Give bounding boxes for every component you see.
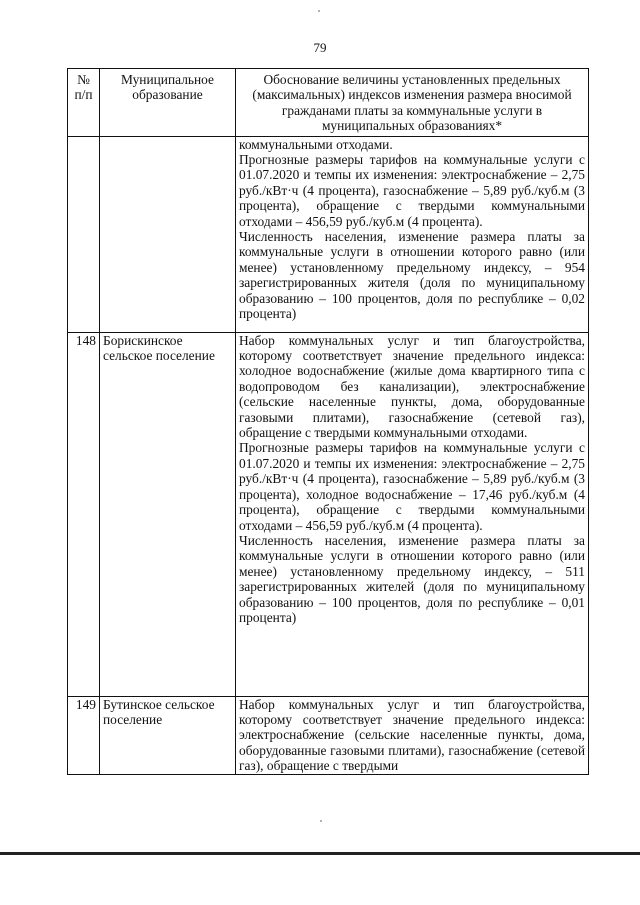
paragraph: коммунальными отходами. xyxy=(239,136,393,152)
row-num xyxy=(68,136,100,332)
paragraph: Прогнозные размеры тарифов на коммунальные услуги с 01.07.2020 и темпы их изменения: электроснабжение – 2,75 руб./кВт·ч (4 процента), газоснабжение – 5,89 руб./куб.м (3 процента), обращение с твердыми коммунальными отходами – 456,59 руб./куб.м (4 процента). xyxy=(239,152,585,229)
header-municipality: Муниципальное образование xyxy=(100,69,236,137)
row-municipality: Борискинское сельское поселение xyxy=(100,332,236,696)
table-header-row xyxy=(68,69,589,137)
paragraph: Численность населения, изменение размера платы за коммунальные услуги в отношении которого равно (или менее) установленному предельному индексу, – 511 зарегистрированных жителей (доля по муниципальному образованию – 100 процентов, доля по республике – 0,01 процента) xyxy=(239,532,585,625)
header-num: № п/п xyxy=(68,69,100,137)
justification-table xyxy=(67,68,589,775)
row-num: 149 xyxy=(68,696,100,774)
paragraph: Численность населения, изменение размера платы за коммунальные услуги в отношении которого равно (или менее) установленному предельному индексу, – 954 зарегистрированных жителя (доля по муниципальному образованию – 100 процентов, доля по республике – 0,02 процента) xyxy=(239,229,585,322)
header-justification: Обоснование величины установленных предельных (максимальных) индексов изменения размера вносимой гражданами платы за коммунальные услуги в муниципальных образованиях* xyxy=(236,69,589,137)
row-num: 148 xyxy=(68,332,100,696)
table-row xyxy=(68,332,589,696)
scan-speck xyxy=(320,820,322,822)
page-number: 79 xyxy=(313,40,327,55)
table-row xyxy=(68,696,589,774)
table-row xyxy=(68,136,589,332)
scan-speck xyxy=(318,10,320,12)
paragraph: Прогнозные размеры тарифов на коммунальные услуги с 01.07.2020 и темпы их изменения: электроснабжение – 2,75 руб./кВт·ч (4 процента), газоснабжение – 5,89 руб./куб.м (3 процента), холодное водоснабжение – 17,46 руб./куб.м (4 процента), обращение с твердыми коммунальными отходами – 456,59 руб./куб.м (4 процента). xyxy=(239,440,585,533)
row-justification xyxy=(236,332,589,696)
row-justification xyxy=(236,136,589,332)
paragraph: Набор коммунальных услуг и тип благоустройства, которому соответствует значение предельного индекса: электроснабжение (сельские населенные пункты, дома, оборудованные газовыми плитами), газоснабжение (сетевой газ), обращение с твердыми xyxy=(239,696,585,774)
row-municipality: Бутинское сельское поселение xyxy=(100,696,236,774)
page-bottom-edge xyxy=(0,852,640,855)
row-municipality xyxy=(100,136,236,332)
row-justification xyxy=(236,696,589,774)
paragraph: Набор коммунальных услуг и тип благоустройства, которому соответствует значение предельного индекса: холодное водоснабжение (жилые дома квартирного типа с водопроводом без канализации), электроснабжение (сельские населенные пункты, дома, оборудованные газовыми плитами), газоснабжение (сетевой газ), обращение с твердыми коммунальными отходами. xyxy=(239,332,585,441)
